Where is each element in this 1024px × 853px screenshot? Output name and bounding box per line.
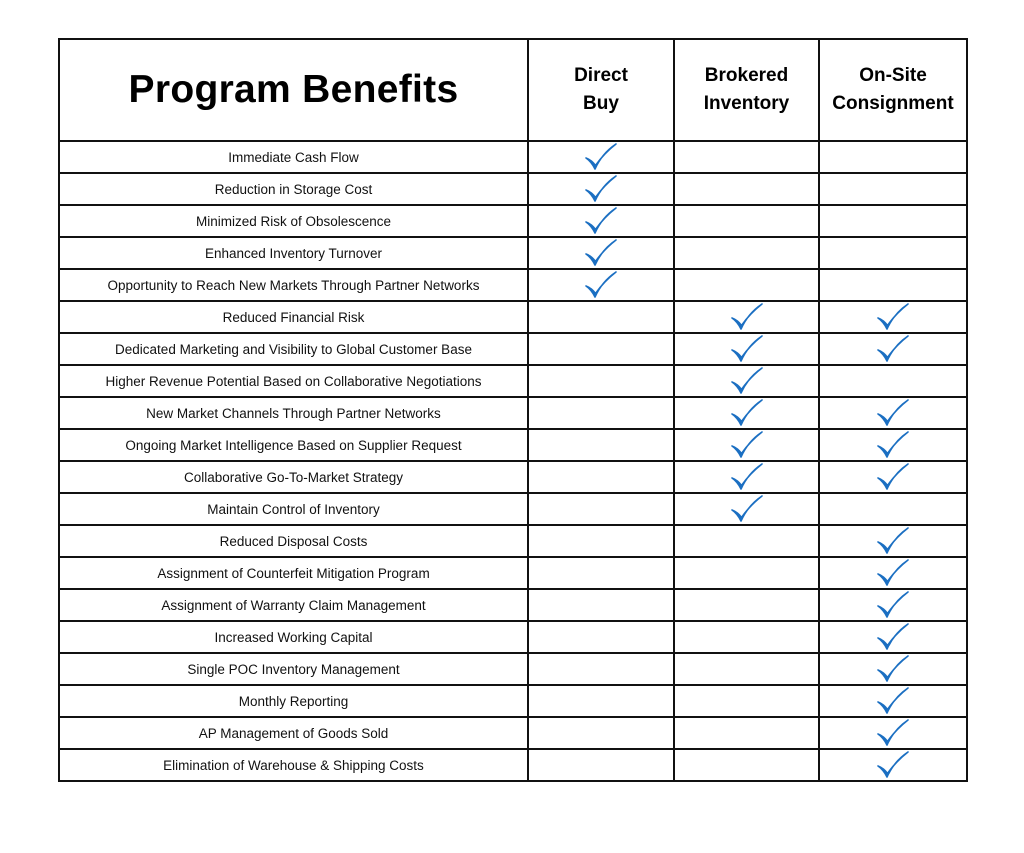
checkmark-icon bbox=[584, 238, 618, 268]
benefit-label: Enhanced Inventory Turnover bbox=[59, 237, 528, 269]
cell-brokered-inventory bbox=[674, 365, 819, 397]
cell-direct-buy bbox=[528, 237, 674, 269]
table-row bbox=[59, 525, 967, 557]
cell-on-site-consignment bbox=[819, 333, 967, 365]
benefit-label: New Market Channels Through Partner Networks bbox=[59, 397, 528, 429]
cell-on-site-consignment bbox=[819, 237, 967, 269]
cell-direct-buy bbox=[528, 301, 674, 333]
table-row bbox=[59, 589, 967, 621]
table-row bbox=[59, 397, 967, 429]
benefit-label: Assignment of Counterfeit Mitigation Program bbox=[59, 557, 528, 589]
cell-brokered-inventory bbox=[674, 269, 819, 301]
benefit-label: Minimized Risk of Obsolescence bbox=[59, 205, 528, 237]
checkmark-icon bbox=[584, 142, 618, 172]
cell-direct-buy bbox=[528, 717, 674, 749]
cell-brokered-inventory bbox=[674, 333, 819, 365]
checkmark-icon bbox=[584, 270, 618, 300]
checkmark-icon bbox=[876, 302, 910, 332]
table-body bbox=[59, 141, 967, 781]
cell-on-site-consignment bbox=[819, 525, 967, 557]
cell-brokered-inventory bbox=[674, 429, 819, 461]
cell-brokered-inventory bbox=[674, 397, 819, 429]
column-header-direct-buy bbox=[528, 39, 674, 141]
table-row bbox=[59, 557, 967, 589]
cell-brokered-inventory bbox=[674, 621, 819, 653]
cell-on-site-consignment bbox=[819, 461, 967, 493]
table-row bbox=[59, 141, 967, 173]
cell-on-site-consignment bbox=[819, 621, 967, 653]
checkmark-icon bbox=[730, 494, 764, 524]
cell-direct-buy bbox=[528, 525, 674, 557]
cell-brokered-inventory bbox=[674, 653, 819, 685]
benefit-label: Assignment of Warranty Claim Management bbox=[59, 589, 528, 621]
checkmark-icon bbox=[730, 398, 764, 428]
benefit-label: Immediate Cash Flow bbox=[59, 141, 528, 173]
table-row bbox=[59, 269, 967, 301]
column-header-line: Consignment bbox=[832, 93, 954, 114]
cell-direct-buy bbox=[528, 493, 674, 525]
cell-direct-buy bbox=[528, 173, 674, 205]
checkmark-icon bbox=[876, 622, 910, 652]
cell-brokered-inventory bbox=[674, 205, 819, 237]
cell-on-site-consignment bbox=[819, 429, 967, 461]
cell-on-site-consignment bbox=[819, 749, 967, 781]
checkmark-icon bbox=[730, 334, 764, 364]
table-row bbox=[59, 237, 967, 269]
checkmark-icon bbox=[876, 430, 910, 460]
table-row bbox=[59, 461, 967, 493]
table-row bbox=[59, 205, 967, 237]
cell-direct-buy bbox=[528, 397, 674, 429]
benefit-label: Reduced Disposal Costs bbox=[59, 525, 528, 557]
benefit-label: Single POC Inventory Management bbox=[59, 653, 528, 685]
column-header-brokered-inventory bbox=[674, 39, 819, 141]
cell-direct-buy bbox=[528, 205, 674, 237]
cell-brokered-inventory bbox=[674, 525, 819, 557]
checkmark-icon bbox=[584, 206, 618, 236]
checkmark-icon bbox=[730, 302, 764, 332]
cell-direct-buy bbox=[528, 365, 674, 397]
cell-direct-buy bbox=[528, 589, 674, 621]
cell-on-site-consignment bbox=[819, 397, 967, 429]
cell-brokered-inventory bbox=[674, 461, 819, 493]
column-header-on-site-consignment bbox=[819, 39, 967, 141]
cell-on-site-consignment bbox=[819, 173, 967, 205]
cell-on-site-consignment bbox=[819, 493, 967, 525]
benefit-label: Higher Revenue Potential Based on Collaborative Negotiations bbox=[59, 365, 528, 397]
benefit-label: Collaborative Go-To-Market Strategy bbox=[59, 461, 528, 493]
cell-on-site-consignment bbox=[819, 269, 967, 301]
checkmark-icon bbox=[876, 462, 910, 492]
cell-brokered-inventory bbox=[674, 557, 819, 589]
cell-brokered-inventory bbox=[674, 749, 819, 781]
checkmark-icon bbox=[584, 174, 618, 204]
checkmark-icon bbox=[876, 750, 910, 780]
checkmark-icon bbox=[730, 366, 764, 396]
column-header-line: Brokered bbox=[704, 65, 789, 86]
cell-brokered-inventory bbox=[674, 685, 819, 717]
benefit-label: Maintain Control of Inventory bbox=[59, 493, 528, 525]
cell-on-site-consignment bbox=[819, 717, 967, 749]
table-row bbox=[59, 301, 967, 333]
cell-on-site-consignment bbox=[819, 557, 967, 589]
checkmark-icon bbox=[876, 334, 910, 364]
cell-brokered-inventory bbox=[674, 173, 819, 205]
table-header bbox=[59, 39, 967, 141]
checkmark-icon bbox=[876, 526, 910, 556]
cell-brokered-inventory bbox=[674, 493, 819, 525]
benefit-label: AP Management of Goods Sold bbox=[59, 717, 528, 749]
page-title: Program Benefits bbox=[59, 39, 528, 141]
table-row bbox=[59, 365, 967, 397]
cell-brokered-inventory bbox=[674, 237, 819, 269]
checkmark-icon bbox=[876, 718, 910, 748]
cell-direct-buy bbox=[528, 461, 674, 493]
cell-on-site-consignment bbox=[819, 653, 967, 685]
cell-direct-buy bbox=[528, 653, 674, 685]
table-row bbox=[59, 493, 967, 525]
cell-direct-buy bbox=[528, 749, 674, 781]
checkmark-icon bbox=[876, 654, 910, 684]
checkmark-icon bbox=[876, 686, 910, 716]
benefit-label: Ongoing Market Intelligence Based on Supplier Request bbox=[59, 429, 528, 461]
checkmark-icon bbox=[730, 430, 764, 460]
column-header-line: On-Site bbox=[859, 65, 927, 86]
benefit-label: Opportunity to Reach New Markets Through Partner Networks bbox=[59, 269, 528, 301]
cell-brokered-inventory bbox=[674, 589, 819, 621]
table-row bbox=[59, 621, 967, 653]
table-row bbox=[59, 653, 967, 685]
checkmark-icon bbox=[876, 558, 910, 588]
cell-brokered-inventory bbox=[674, 141, 819, 173]
benefit-label: Increased Working Capital bbox=[59, 621, 528, 653]
checkmark-icon bbox=[876, 398, 910, 428]
table-row bbox=[59, 749, 967, 781]
cell-direct-buy bbox=[528, 333, 674, 365]
table-row bbox=[59, 685, 967, 717]
cell-direct-buy bbox=[528, 141, 674, 173]
cell-direct-buy bbox=[528, 685, 674, 717]
cell-on-site-consignment bbox=[819, 141, 967, 173]
cell-on-site-consignment bbox=[819, 205, 967, 237]
checkmark-icon bbox=[876, 590, 910, 620]
table-row bbox=[59, 333, 967, 365]
table-row bbox=[59, 717, 967, 749]
benefit-label: Reduced Financial Risk bbox=[59, 301, 528, 333]
benefit-label: Reduction in Storage Cost bbox=[59, 173, 528, 205]
cell-brokered-inventory bbox=[674, 717, 819, 749]
cell-on-site-consignment bbox=[819, 589, 967, 621]
checkmark-icon bbox=[730, 462, 764, 492]
benefit-label: Dedicated Marketing and Visibility to Global Customer Base bbox=[59, 333, 528, 365]
benefits-table bbox=[58, 38, 968, 782]
table-row bbox=[59, 173, 967, 205]
column-header-line: Buy bbox=[583, 93, 619, 114]
table-row bbox=[59, 429, 967, 461]
column-header-line: Direct bbox=[574, 65, 628, 86]
cell-direct-buy bbox=[528, 621, 674, 653]
header-row bbox=[59, 39, 967, 141]
cell-on-site-consignment bbox=[819, 365, 967, 397]
benefit-label: Monthly Reporting bbox=[59, 685, 528, 717]
benefit-label: Elimination of Warehouse & Shipping Costs bbox=[59, 749, 528, 781]
cell-brokered-inventory bbox=[674, 301, 819, 333]
cell-direct-buy bbox=[528, 429, 674, 461]
cell-on-site-consignment bbox=[819, 301, 967, 333]
cell-on-site-consignment bbox=[819, 685, 967, 717]
cell-direct-buy bbox=[528, 557, 674, 589]
cell-direct-buy bbox=[528, 269, 674, 301]
column-header-line: Inventory bbox=[703, 93, 790, 114]
